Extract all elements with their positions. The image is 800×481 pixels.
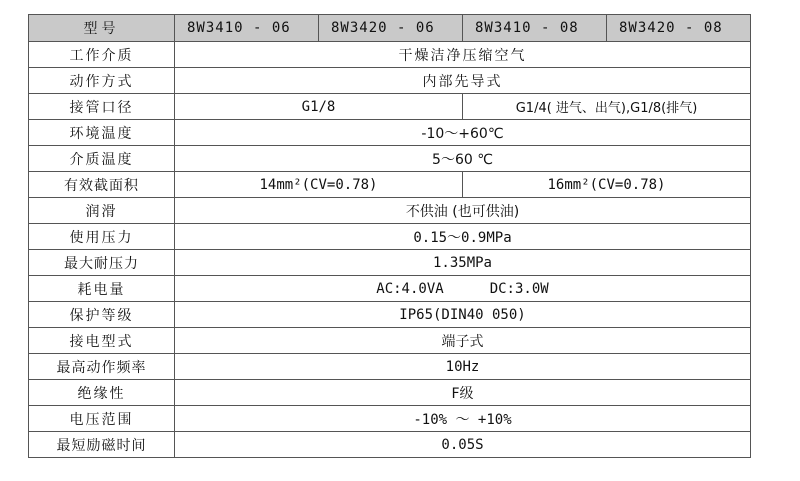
row-label: 保护等级 <box>29 302 175 328</box>
row-label: 最短励磁时间 <box>29 432 175 458</box>
row-operation <box>29 68 751 94</box>
row-insulation <box>29 380 751 406</box>
row-wiring <box>29 328 751 354</box>
row-label: 动作方式 <box>29 68 175 94</box>
row-value-08: G1/4( 进气、出气),G1/8(排气) <box>463 94 751 120</box>
row-max-frequency <box>29 354 751 380</box>
row-voltage-range <box>29 406 751 432</box>
row-value: 不供油 (也可供油) <box>175 198 751 224</box>
row-label: 最高动作频率 <box>29 354 175 380</box>
row-label: 环境温度 <box>29 120 175 146</box>
row-ambient-temp <box>29 120 751 146</box>
row-value-08: 16mm²(CV=0.78) <box>463 172 751 198</box>
row-value: 0.15～0.9MPa <box>175 224 751 250</box>
row-label: 接电型式 <box>29 328 175 354</box>
row-label: 使用压力 <box>29 224 175 250</box>
row-label: 工作介质 <box>29 42 175 68</box>
model-8w3420-06: 8W3420 - 06 <box>319 15 463 42</box>
row-value: 内部先导式 <box>175 68 751 94</box>
row-label: 介质温度 <box>29 146 175 172</box>
header-label: 型号 <box>29 15 175 42</box>
row-medium-temp <box>29 146 751 172</box>
spec-table <box>28 14 751 458</box>
row-value-06: G1/8 <box>175 94 463 120</box>
row-label: 电压范围 <box>29 406 175 432</box>
row-lubrication <box>29 198 751 224</box>
row-label: 接管口径 <box>29 94 175 120</box>
row-value: -10～+60℃ <box>175 120 751 146</box>
row-value: 10Hz <box>175 354 751 380</box>
row-proof-pressure <box>29 250 751 276</box>
power-ac: AC:4.0VA <box>376 280 444 297</box>
row-value: 5～60 ℃ <box>175 146 751 172</box>
row-value: -10% ～ +10% <box>175 406 751 432</box>
power-dc: DC:3.0W <box>489 280 549 297</box>
row-value <box>175 276 751 302</box>
row-label: 耗电量 <box>29 276 175 302</box>
row-medium <box>29 42 751 68</box>
row-value: F级 <box>175 380 751 406</box>
row-min-excitation <box>29 432 751 458</box>
header-row <box>29 15 751 42</box>
row-label: 最大耐压力 <box>29 250 175 276</box>
row-port-size <box>29 94 751 120</box>
row-label: 润滑 <box>29 198 175 224</box>
row-protection <box>29 302 751 328</box>
row-value: 1.35MPa <box>175 250 751 276</box>
row-effective-area <box>29 172 751 198</box>
row-value: IP65(DIN40 050) <box>175 302 751 328</box>
row-value: 0.05S <box>175 432 751 458</box>
model-8w3410-08: 8W3410 - 08 <box>463 15 607 42</box>
row-power <box>29 276 751 302</box>
row-value: 干燥洁净压缩空气 <box>175 42 751 68</box>
row-value: 端子式 <box>175 328 751 354</box>
model-8w3420-08: 8W3420 - 08 <box>607 15 751 42</box>
row-value-06: 14mm²(CV=0.78) <box>175 172 463 198</box>
row-label: 有效截面积 <box>29 172 175 198</box>
row-operating-pressure <box>29 224 751 250</box>
row-label: 绝缘性 <box>29 380 175 406</box>
model-8w3410-06: 8W3410 - 06 <box>175 15 319 42</box>
